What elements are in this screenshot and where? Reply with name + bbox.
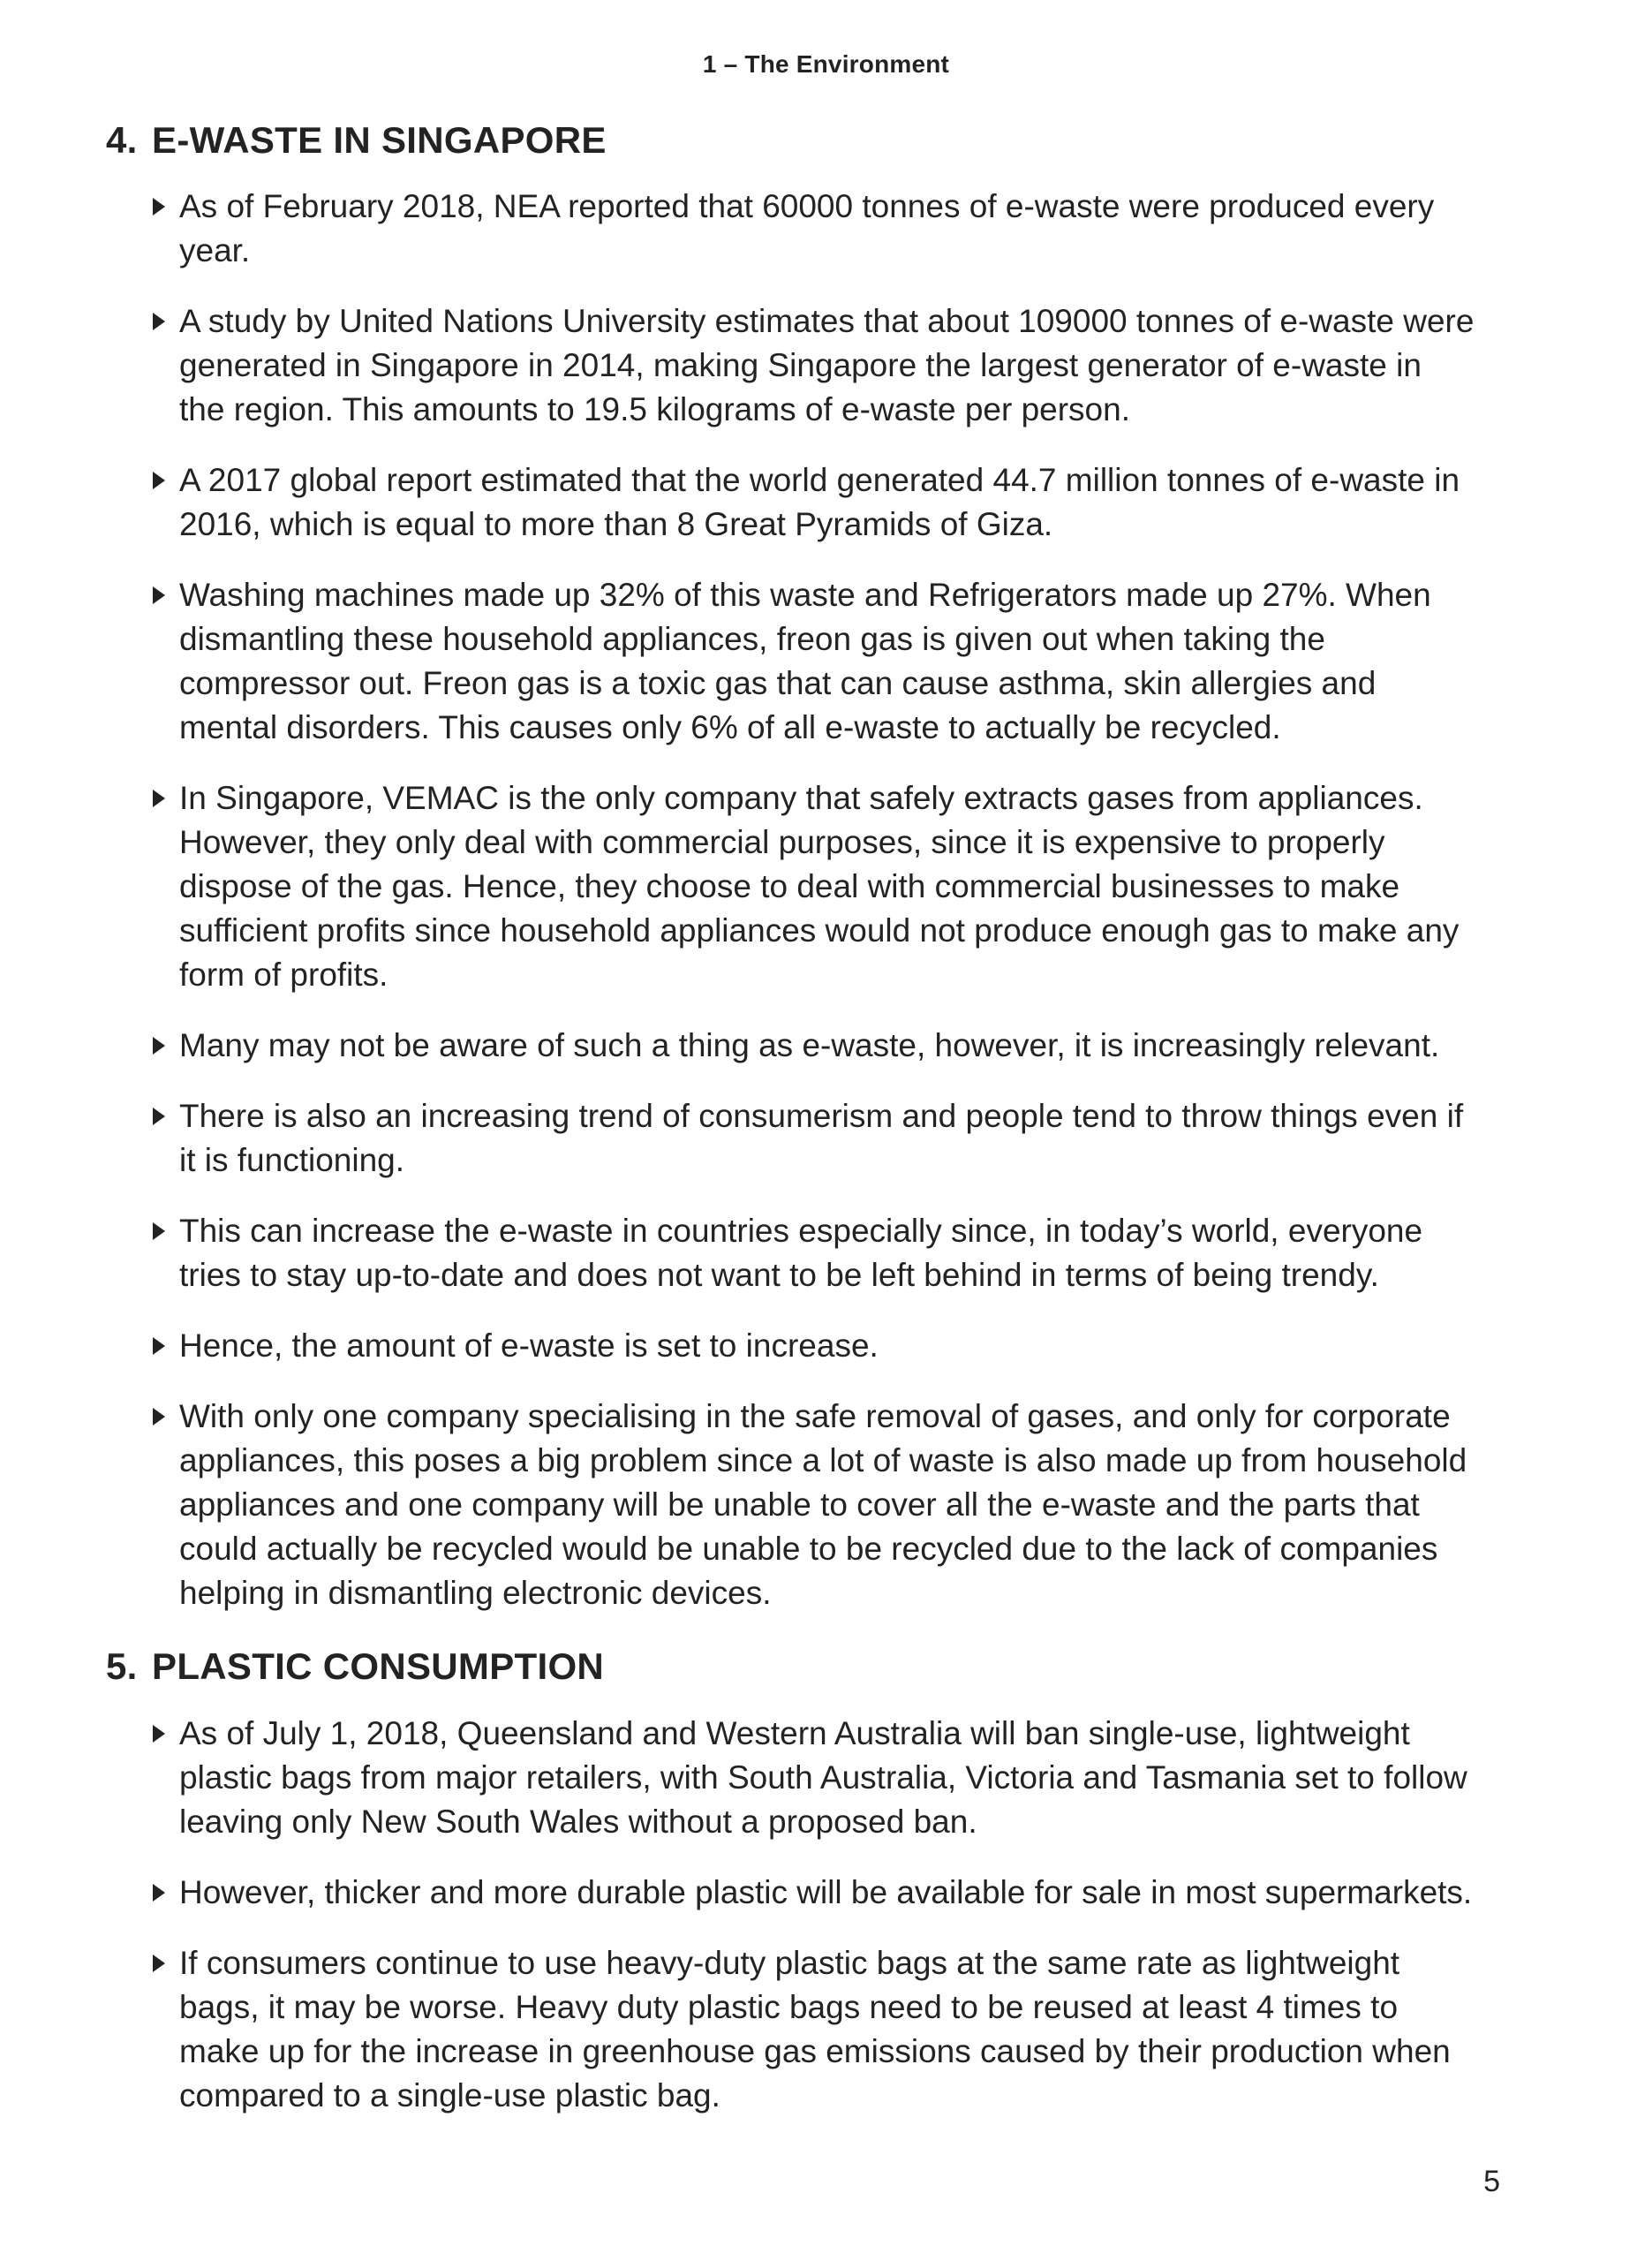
bullet-item <box>152 299 1475 432</box>
bullet-text: In Singapore, VEMAC is the only company that safely extracts gases from appliances. However, they only deal with commercial purposes, since it is expensive to properly dispose of the gas. Hence, they choose to deal with commercial businesses to make sufficient profits since household appliances would not produce enough gas to make any form of profits. <box>179 780 1460 994</box>
bullet-text: If consumers continue to use heavy-duty plastic bags at the same rate as lightweight bags, it may be worse. Heavy duty plastic bags need to be reused at least 4 times to make up for the increase in greenhouse gas emissions caused by their production when compared to a single-use plastic bag. <box>179 1944 1451 2114</box>
bullet-item <box>152 776 1475 997</box>
bullet-list <box>152 1712 1475 2118</box>
bullet-item <box>152 1094 1475 1183</box>
bullet-text: Many may not be aware of such a thing as e-waste, however, it is increasingly relevant. <box>179 1027 1440 1064</box>
page-header-title: 1 – The Environment <box>702 50 950 78</box>
bullet-item <box>152 185 1475 273</box>
triangle-right-icon <box>153 472 165 489</box>
bullet-item <box>152 1871 1475 1915</box>
bullet-text: With only one company specialising in the safe removal of gases, and only for corporate appliances, this poses a big problem since a lot of waste is also made up from household appliances and one company will be unable to cover all the e-waste and the parts that could actually be recycled would be unable to be recycled due to the lack of companies helping in dismantling electronic devices. <box>179 1398 1467 1612</box>
triangle-right-icon <box>153 1108 165 1125</box>
triangle-right-icon <box>153 1337 165 1355</box>
section <box>0 1645 1652 2117</box>
section-title: E-WASTE IN SINGAPORE <box>152 119 607 161</box>
bullet-text: There is also an increasing trend of consumerism and people tend to throw things even if it is functioning. <box>179 1098 1464 1179</box>
triangle-right-icon <box>153 198 165 216</box>
section-heading <box>106 119 1652 162</box>
bullet-item <box>152 1395 1475 1615</box>
section-number: 5. <box>106 1645 138 1688</box>
bullet-text: A 2017 global report estimated that the world generated 44.7 million tonnes of e-waste in 2016, which is equal to more than 8 Great Pyramids of Giza. <box>179 462 1460 543</box>
section-number: 4. <box>106 119 138 161</box>
page-number: 5 <box>1483 2165 1500 2198</box>
triangle-right-icon <box>153 1222 165 1240</box>
triangle-right-icon <box>153 1408 165 1425</box>
bullet-text: As of February 2018, NEA reported that 60000 tonnes of e-waste were produced every year. <box>179 188 1435 269</box>
bullet-text: Hence, the amount of e-waste is set to increase. <box>179 1327 879 1365</box>
section-title: PLASTIC CONSUMPTION <box>152 1645 605 1688</box>
bullet-text: Washing machines made up 32% of this waste and Refrigerators made up 27%. When dismantling these household appliances, freon gas is given out when taking the compressor out. Freon gas is a toxic gas that can cause asthma, skin allergies and mental disorders. This causes only 6% of all e-waste to actually be recycled. <box>179 577 1431 746</box>
triangle-right-icon <box>153 1955 165 1972</box>
bullet-item <box>152 1024 1475 1068</box>
bullet-item <box>152 1941 1475 2118</box>
bullet-item <box>152 1712 1475 1844</box>
triangle-right-icon <box>153 586 165 604</box>
page-header <box>0 0 1652 79</box>
bullet-item <box>152 1209 1475 1297</box>
section-heading <box>106 1645 1652 1688</box>
bullet-text: This can increase the e-waste in countries especially since, in today’s world, everyone tries to stay up-to-date and does not want to be left behind in terms of being trendy. <box>179 1213 1423 1294</box>
triangle-right-icon <box>153 790 165 807</box>
triangle-right-icon <box>153 1884 165 1902</box>
bullet-item <box>152 1324 1475 1368</box>
bullet-item <box>152 573 1475 750</box>
section <box>0 119 1652 1615</box>
triangle-right-icon <box>153 1037 165 1055</box>
triangle-right-icon <box>153 1725 165 1743</box>
triangle-right-icon <box>153 313 165 330</box>
bullet-text: As of July 1, 2018, Queensland and Western Australia will ban single-use, lightweight plastic bags from major retailers, with South Australia, Victoria and Tasmania set to follow leaving only New South Wales without a proposed ban. <box>179 1714 1467 1840</box>
document-body <box>0 119 1652 2118</box>
bullet-item <box>152 458 1475 547</box>
bullet-list <box>152 185 1475 1615</box>
bullet-text: However, thicker and more durable plastic will be available for sale in most supermarkets. <box>179 1873 1473 1910</box>
bullet-text: A study by United Nations University estimates that about 109000 tonnes of e-waste were generated in Singapore in 2014, making Singapore the largest generator of e-waste in the region. This amounts to 19.5 kilograms of e-waste per person. <box>179 303 1475 428</box>
